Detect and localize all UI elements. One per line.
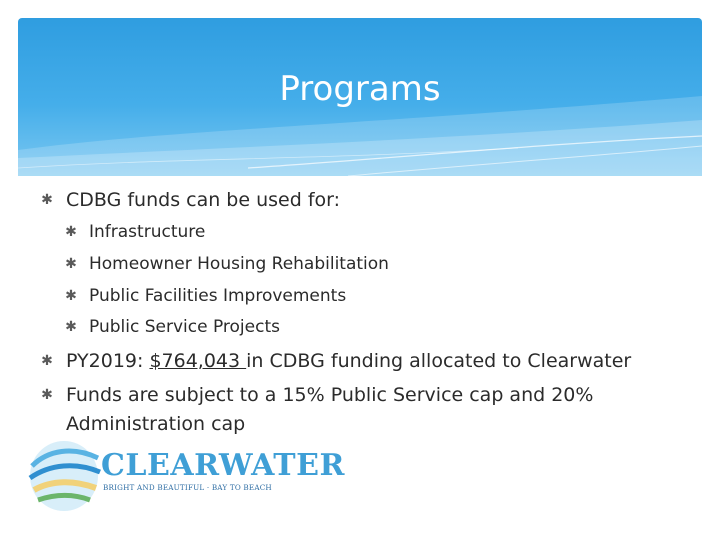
sub-bullet-text: Homeowner Housing Rehabilitation — [89, 254, 389, 274]
logo-tagline: BRIGHT AND BEAUTIFUL · BAY TO BEACH — [103, 483, 272, 492]
bullet-text-line1: Funds are subject to a 15% Public Service cap and 20% — [66, 384, 594, 406]
slide-title: Programs — [279, 69, 441, 109]
asterisk-icon: ✱ — [65, 288, 77, 304]
sub-bullet-text: Public Facilities Improvements — [89, 286, 347, 306]
py-suffix: in CDBG funding allocated to Clearwater — [246, 350, 632, 372]
asterisk-icon: ✱ — [41, 387, 53, 403]
logo-wordmark: CLEARWATER — [101, 448, 345, 483]
bullet-text — [66, 350, 631, 372]
py-prefix: PY2019: — [66, 350, 150, 372]
logo-emblem-icon — [28, 436, 104, 514]
asterisk-icon: ✱ — [65, 224, 77, 240]
bullet-text-line2: Administration cap — [66, 413, 246, 435]
clearwater-logo — [28, 436, 345, 514]
asterisk-icon: ✱ — [41, 353, 53, 369]
asterisk-icon: ✱ — [65, 319, 77, 335]
sub-bullet-text: Infrastructure — [89, 222, 206, 242]
sub-bullet-text: Public Service Projects — [89, 317, 280, 337]
bullet-text: CDBG funds can be used for: — [66, 189, 341, 211]
asterisk-icon: ✱ — [65, 256, 77, 272]
asterisk-icon: ✱ — [41, 192, 53, 208]
py-amount: $764,043 — [149, 350, 247, 372]
title-banner — [18, 18, 702, 176]
